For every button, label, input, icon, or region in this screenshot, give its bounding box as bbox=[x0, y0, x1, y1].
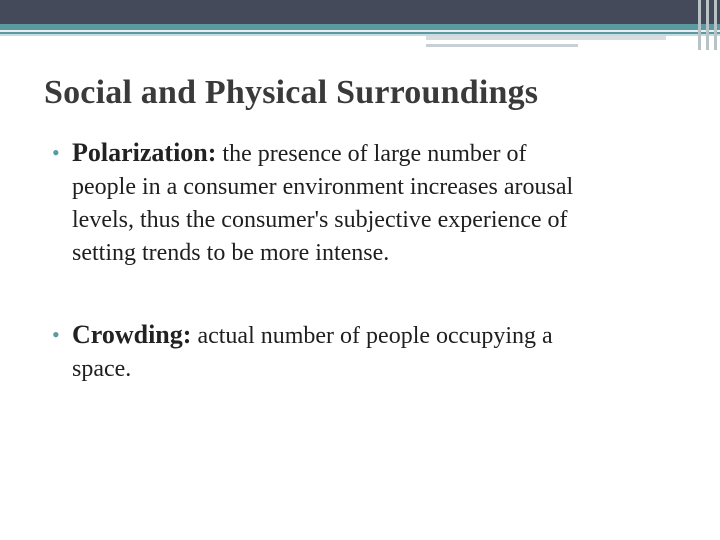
bullet-crowding bbox=[52, 318, 672, 386]
top-divider-line bbox=[0, 30, 720, 32]
slide-title: Social and Physical Surroundings bbox=[44, 74, 539, 111]
bullet-dot-icon: • bbox=[52, 322, 60, 347]
bullet-dot-icon: • bbox=[52, 140, 60, 165]
bullet-term: Crowding: bbox=[72, 320, 192, 349]
decorative-strip bbox=[426, 44, 578, 47]
bullet-text: setting trends to be more intense. bbox=[72, 240, 390, 266]
decorative-strip bbox=[426, 36, 666, 40]
bullet-text: levels, thus the consumer's subjective experience of bbox=[72, 207, 568, 233]
bullet-text: people in a consumer environment increases arousal bbox=[72, 174, 574, 200]
bullet-text: space. bbox=[72, 356, 132, 382]
bullet-text: the presence of large number of bbox=[222, 141, 527, 167]
bullet-polarization bbox=[52, 136, 672, 270]
bullet-term: Polarization: bbox=[72, 138, 217, 167]
top-band bbox=[0, 0, 720, 24]
bullet-text: actual number of people occupying a bbox=[197, 323, 553, 349]
corner-decoration bbox=[696, 0, 720, 50]
